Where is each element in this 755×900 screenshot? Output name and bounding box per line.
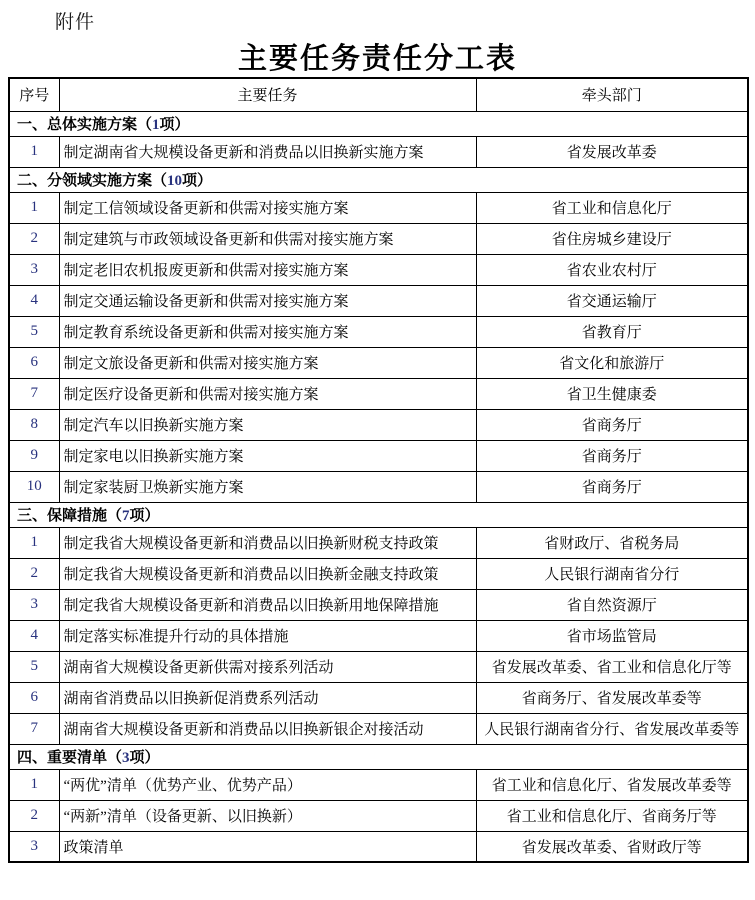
table-row [9, 800, 748, 831]
task-cell: 制定建筑与市政领域设备更新和供需对接实施方案 [59, 223, 476, 254]
row-number: 1 [9, 527, 59, 558]
row-number: 6 [9, 347, 59, 378]
task-cell: 制定湖南省大规模设备更新和消费品以旧换新实施方案 [59, 136, 476, 167]
row-number: 8 [9, 409, 59, 440]
task-cell: 制定家电以旧换新实施方案 [59, 440, 476, 471]
department-cell: 省住房城乡建设厅 [476, 223, 748, 254]
row-number: 9 [9, 440, 59, 471]
task-cell: 湖南省大规模设备更新供需对接系列活动 [59, 651, 476, 682]
row-number: 3 [9, 254, 59, 285]
row-number: 1 [9, 136, 59, 167]
task-cell: 制定汽车以旧换新实施方案 [59, 409, 476, 440]
department-cell: 省市场监管局 [476, 620, 748, 651]
department-cell: 省发展改革委、省工业和信息化厅等 [476, 651, 748, 682]
department-cell: 人民银行湖南省分行 [476, 558, 748, 589]
row-number: 4 [9, 620, 59, 651]
row-number: 5 [9, 316, 59, 347]
table-row [9, 285, 748, 316]
table-header-row [9, 78, 748, 111]
table-row [9, 769, 748, 800]
table-row [9, 620, 748, 651]
table-row [9, 471, 748, 502]
task-cell: 湖南省大规模设备更新和消费品以旧换新银企对接活动 [59, 713, 476, 744]
section-header: 一、总体实施方案（1项） [9, 111, 748, 136]
table-body [9, 111, 748, 862]
section-header-row-1 [9, 111, 748, 136]
responsibility-table [8, 77, 749, 863]
department-cell: 人民银行湖南省分行、省发展改革委等 [476, 713, 748, 744]
section-header: 四、重要清单（3项） [9, 744, 748, 769]
department-cell: 省工业和信息化厅、省发展改革委等 [476, 769, 748, 800]
task-cell: “两新”清单（设备更新、以旧换新） [59, 800, 476, 831]
row-number: 3 [9, 831, 59, 862]
table-row [9, 527, 748, 558]
row-number: 7 [9, 378, 59, 409]
col-header-dept: 牵头部门 [476, 78, 748, 111]
row-number: 6 [9, 682, 59, 713]
row-number: 7 [9, 713, 59, 744]
department-cell: 省商务厅、省发展改革委等 [476, 682, 748, 713]
task-cell: 湖南省消费品以旧换新促消费系列活动 [59, 682, 476, 713]
row-number: 2 [9, 558, 59, 589]
department-cell: 省农业农村厅 [476, 254, 748, 285]
department-cell: 省商务厅 [476, 440, 748, 471]
department-cell: 省自然资源厅 [476, 589, 748, 620]
row-number: 1 [9, 769, 59, 800]
row-number: 1 [9, 192, 59, 223]
task-cell: 制定工信领域设备更新和供需对接实施方案 [59, 192, 476, 223]
table-row [9, 651, 748, 682]
table-row [9, 223, 748, 254]
department-cell: 省商务厅 [476, 409, 748, 440]
department-cell: 省卫生健康委 [476, 378, 748, 409]
row-number: 3 [9, 589, 59, 620]
table-row [9, 831, 748, 862]
table-row [9, 254, 748, 285]
row-number: 10 [9, 471, 59, 502]
task-cell: 制定老旧农机报废更新和供需对接实施方案 [59, 254, 476, 285]
table-row [9, 192, 748, 223]
department-cell: 省财政厅、省税务局 [476, 527, 748, 558]
row-number: 2 [9, 800, 59, 831]
section-header-row-3 [9, 502, 748, 527]
section-header-row-2 [9, 167, 748, 192]
task-cell: 制定我省大规模设备更新和消费品以旧换新财税支持政策 [59, 527, 476, 558]
task-cell: 制定教育系统设备更新和供需对接实施方案 [59, 316, 476, 347]
task-cell: “两优”清单（优势产业、优势产品） [59, 769, 476, 800]
table-row [9, 682, 748, 713]
section-header: 二、分领域实施方案（10项） [9, 167, 748, 192]
department-cell: 省文化和旅游厅 [476, 347, 748, 378]
table-row [9, 136, 748, 167]
col-header-task: 主要任务 [59, 78, 476, 111]
department-cell: 省交通运输厅 [476, 285, 748, 316]
section-header-row-4 [9, 744, 748, 769]
department-cell: 省商务厅 [476, 471, 748, 502]
table-row [9, 409, 748, 440]
department-cell: 省工业和信息化厅 [476, 192, 748, 223]
table-row [9, 440, 748, 471]
table-row [9, 589, 748, 620]
task-cell: 制定文旅设备更新和供需对接实施方案 [59, 347, 476, 378]
page-title: 主要任务责任分工表 [237, 43, 517, 75]
task-cell: 制定家装厨卫焕新实施方案 [59, 471, 476, 502]
row-number: 2 [9, 223, 59, 254]
task-cell: 制定我省大规模设备更新和消费品以旧换新用地保障措施 [59, 589, 476, 620]
row-number: 5 [9, 651, 59, 682]
table-row [9, 713, 748, 744]
section-header: 三、保障措施（7项） [9, 502, 748, 527]
row-number: 4 [9, 285, 59, 316]
table-row [9, 558, 748, 589]
task-cell: 政策清单 [59, 831, 476, 862]
department-cell: 省发展改革委、省财政厅等 [476, 831, 748, 862]
table-row [9, 316, 748, 347]
attachment-label: 附件 [55, 12, 96, 33]
department-cell: 省发展改革委 [476, 136, 748, 167]
task-cell: 制定交通运输设备更新和供需对接实施方案 [59, 285, 476, 316]
table-row [9, 378, 748, 409]
col-header-no: 序号 [9, 78, 59, 111]
department-cell: 省教育厅 [476, 316, 748, 347]
task-cell: 制定我省大规模设备更新和消费品以旧换新金融支持政策 [59, 558, 476, 589]
table-row [9, 347, 748, 378]
department-cell: 省工业和信息化厅、省商务厅等 [476, 800, 748, 831]
task-cell: 制定医疗设备更新和供需对接实施方案 [59, 378, 476, 409]
task-cell: 制定落实标准提升行动的具体措施 [59, 620, 476, 651]
